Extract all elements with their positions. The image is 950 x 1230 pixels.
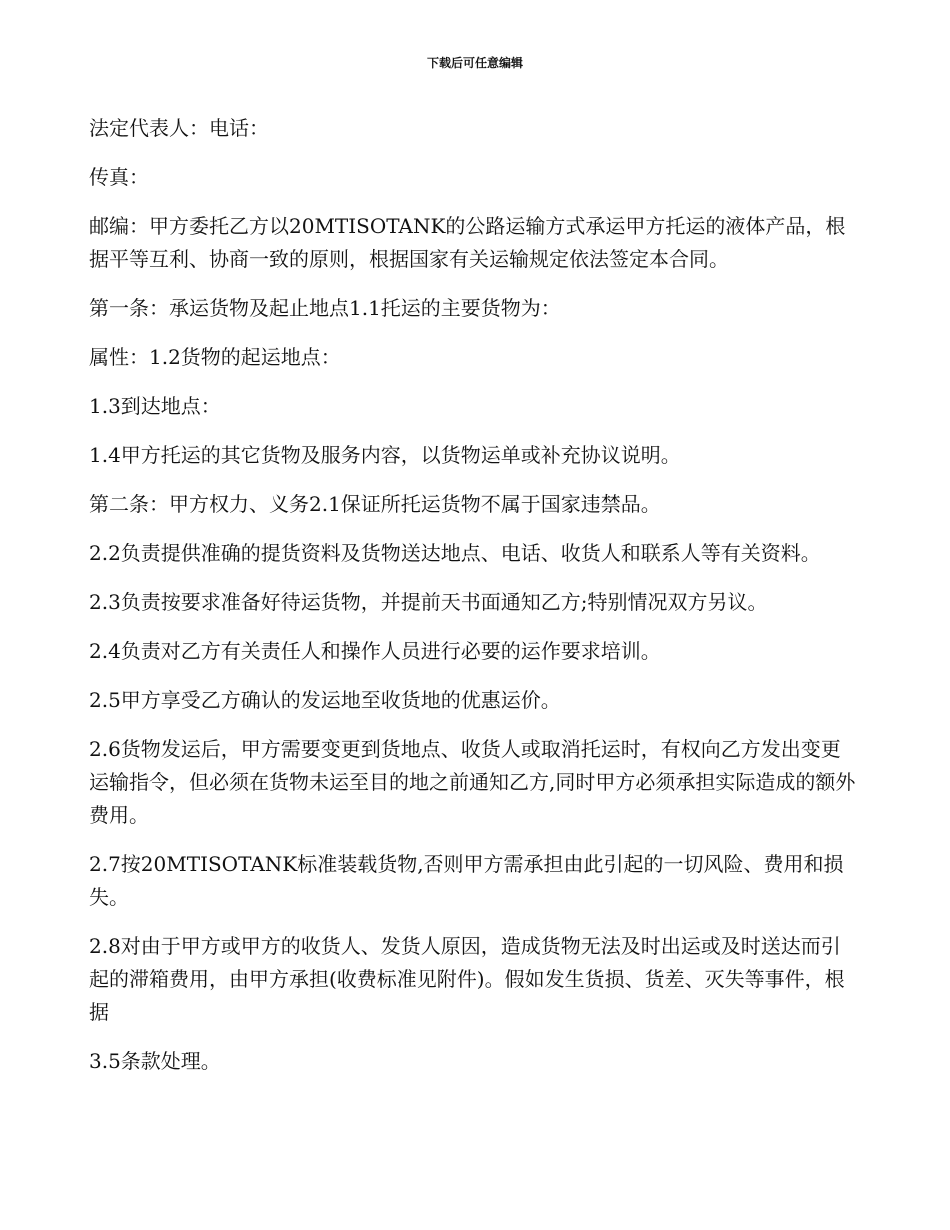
paragraph-2-5: 2.5甲方享受乙方确认的发运地至收货地的优惠运价。 bbox=[89, 688, 561, 712]
paragraph-2-7: 2.7按20MTISOTANK标准装载货物,否则甲方需承担由此引起的一切风险、费用和损失。 bbox=[89, 852, 844, 909]
paragraph-article-1: 第一条：承运货物及起止地点1.1托运的主要货物为： bbox=[89, 296, 561, 320]
paragraph-3-5: 3.5条款处理。 bbox=[89, 1049, 221, 1073]
paragraph-property-origin: 属性：1.2货物的起运地点： bbox=[89, 345, 341, 369]
paragraph-2-4: 2.4负责对乙方有关责任人和操作人员进行必要的运作要求培训。 bbox=[89, 639, 661, 663]
paragraph-2-8: 2.8对由于甲方或甲方的收货人、发货人原因，造成货物无法及时出运或及时送达而引起的滞箱费用，由甲方承担(收费标准见附件)。假如发生货损、货差、灭失等事件，根据 bbox=[89, 934, 845, 1024]
page-header: 下载后可任意编辑 bbox=[426, 56, 523, 70]
contract-body bbox=[89, 112, 859, 1078]
paragraph-2-6: 2.6货物发运后，甲方需要变更到货地点、收货人或取消托运时，有权向乙方发出变更运输指令，但必须在货物未运至目的地之前通知乙方,同时甲方必须承担实际造成的额外费用。 bbox=[89, 737, 856, 827]
paragraph-2-3: 2.3负责按要求准备好待运货物，并提前天书面通知乙方;特别情况双方另议。 bbox=[89, 590, 768, 614]
paragraph-other-goods: 1.4甲方托运的其它货物及服务内容，以货物运单或补充协议说明。 bbox=[89, 443, 681, 467]
paragraph-fax: 传真： bbox=[89, 165, 149, 189]
paragraph-2-2: 2.2负责提供准确的提货资料及货物送达地点、电话、收货人和联系人等有关资料。 bbox=[89, 541, 821, 565]
paragraph-article-2: 第二条：甲方权力、义务2.1保证所托运货物不属于国家违禁品。 bbox=[89, 492, 661, 516]
paragraph-destination: 1.3到达地点： bbox=[89, 394, 221, 418]
paragraph-legal-representative: 法定代表人：电话： bbox=[89, 116, 269, 140]
paragraph-postcode-intro: 邮编：甲方委托乙方以20MTISOTANK的公路运输方式承运甲方托运的液体产品，根据平等互利、协商一致的原则，根据国家有关运输规定依法签定本合同。 bbox=[89, 214, 846, 271]
